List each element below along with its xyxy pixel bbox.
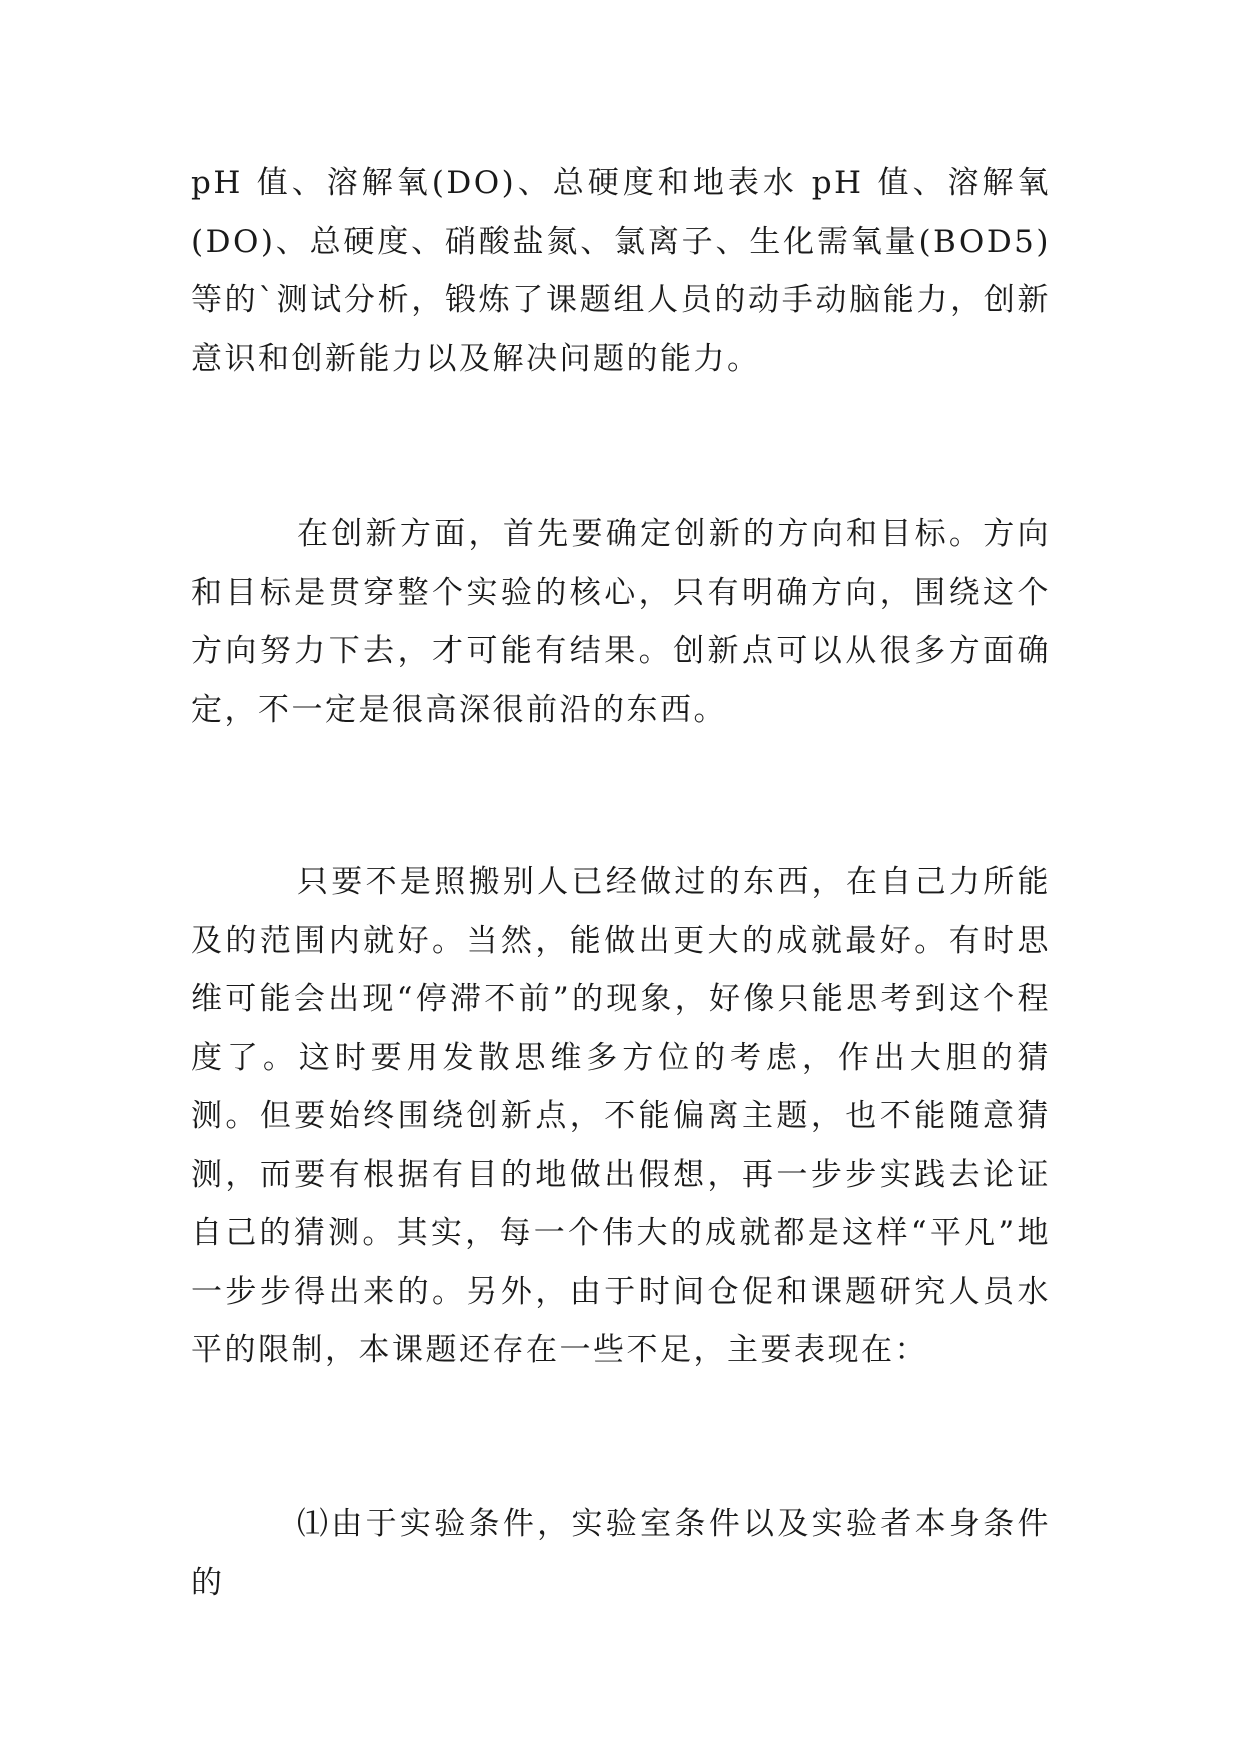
paragraph-innovation-thinking: 只要不是照搬别人已经做过的东西，在自己力所能及的范围内就好。当然，能做出更大的成就最好。有时思维可能会出现“停滞不前”的现象，好像只能思考到这个程度了。这时要用发散思维多方位的考虑，作出大胆的猜测。但要始终围绕创新点，不能偏离主题，也不能随意猜测，而要有根据有目的地做出假想，再一步步实践去论证自己的猜测。其实，每一个伟大的成就都是这样“平凡”地一步步得出来的。另外，由于时间仓促和课题研究人员水平的限制，本课题还存在一些不足，主要表现在： <box>191 864 1051 1368</box>
paragraph-innovation-direction: 在创新方面，首先要确定创新的方向和目标。方向和目标是贯穿整个实验的核心，只有明确方向，围绕这个方向努力下去，才可能有结果。创新点可以从很多方面确定，不一定是很高深很前沿的东西。 <box>191 516 1051 728</box>
paragraph-test-analysis: pH 值、溶解氧(DO)、总硬度和地表水 pH 值、溶解氧(DO)、总硬度、硝酸盐氮、氯离子、生化需氧量(BOD5)等的`测试分析，锻炼了课题组人员的动手动脑能力，创新意识和创新能力以及解决问题的能力。 <box>191 165 1051 377</box>
paragraph-shortcoming-item-1: ⑴由于实验条件，实验室条件以及实验者本身条件的 <box>191 1506 1051 1601</box>
